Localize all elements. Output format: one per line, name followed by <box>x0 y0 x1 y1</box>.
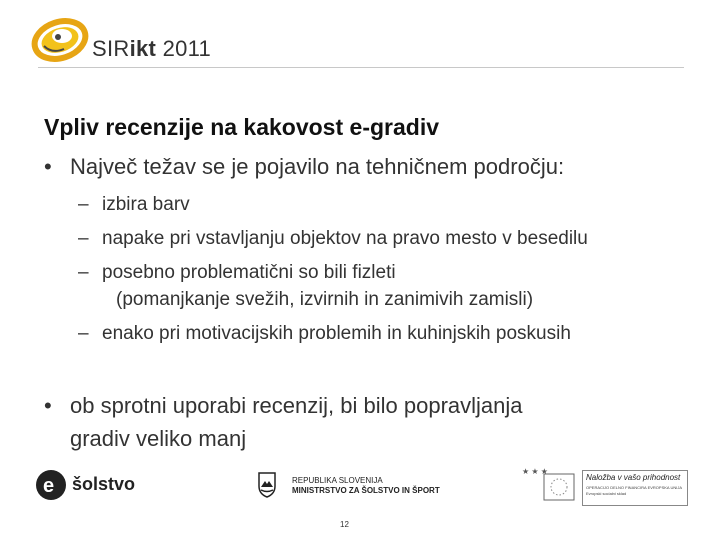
svg-text:e: e <box>43 475 55 497</box>
eu-text-box: Naložba v vašo prihodnost OPERACIJO DELNO FINANCIRA EVROPSKA UNIJA Evropski socialni sklad <box>582 470 688 506</box>
e-solstvo-icon <box>34 468 68 502</box>
slovenia-coat-of-arms-icon <box>258 472 276 498</box>
page-number: 12 <box>340 520 349 529</box>
sub-item: – napake pri vstavljanju objektov na pravo mesto v besedilu <box>78 228 588 249</box>
sub-item: – posebno problematični so bili fizleti <box>78 262 396 283</box>
header-divider <box>38 67 684 68</box>
bullet-2: • ob sprotni uporabi recenzij, bi bilo popravljanja <box>44 393 523 418</box>
svg-text:★ ★ ★: ★ ★ ★ <box>522 467 548 476</box>
slide-title: Vpliv recenzije na kakovost e-gradiv <box>44 114 439 140</box>
sub-item: – enako pri motivacijskih problemih in kuhinjskih poskusih <box>78 323 571 344</box>
bullet-2-continuation: gradiv veliko manj <box>70 426 247 451</box>
eu-funding-logo <box>518 464 690 510</box>
solstvo-logo: e šolstvo <box>34 464 154 504</box>
bullet-1-text: Največ težav se je pojavilo na tehničnem področju: <box>70 154 565 179</box>
sub-item-continuation: (pomanjkanje svežih, izvirnih in zanimivih zamisli) <box>116 289 534 310</box>
logo-wordmark: SIRikt 2011 <box>92 36 212 61</box>
bullet-1: • Največ težav se je pojavilo na tehničnem področju: <box>44 154 565 179</box>
sub-item: – izbira barv <box>78 194 190 215</box>
ministry-logo: REPUBLIKA SLOVENIJA MINISTRSTVO ZA ŠOLSTVO IN ŠPORT <box>258 470 458 502</box>
eu-flag-icon <box>518 464 578 504</box>
